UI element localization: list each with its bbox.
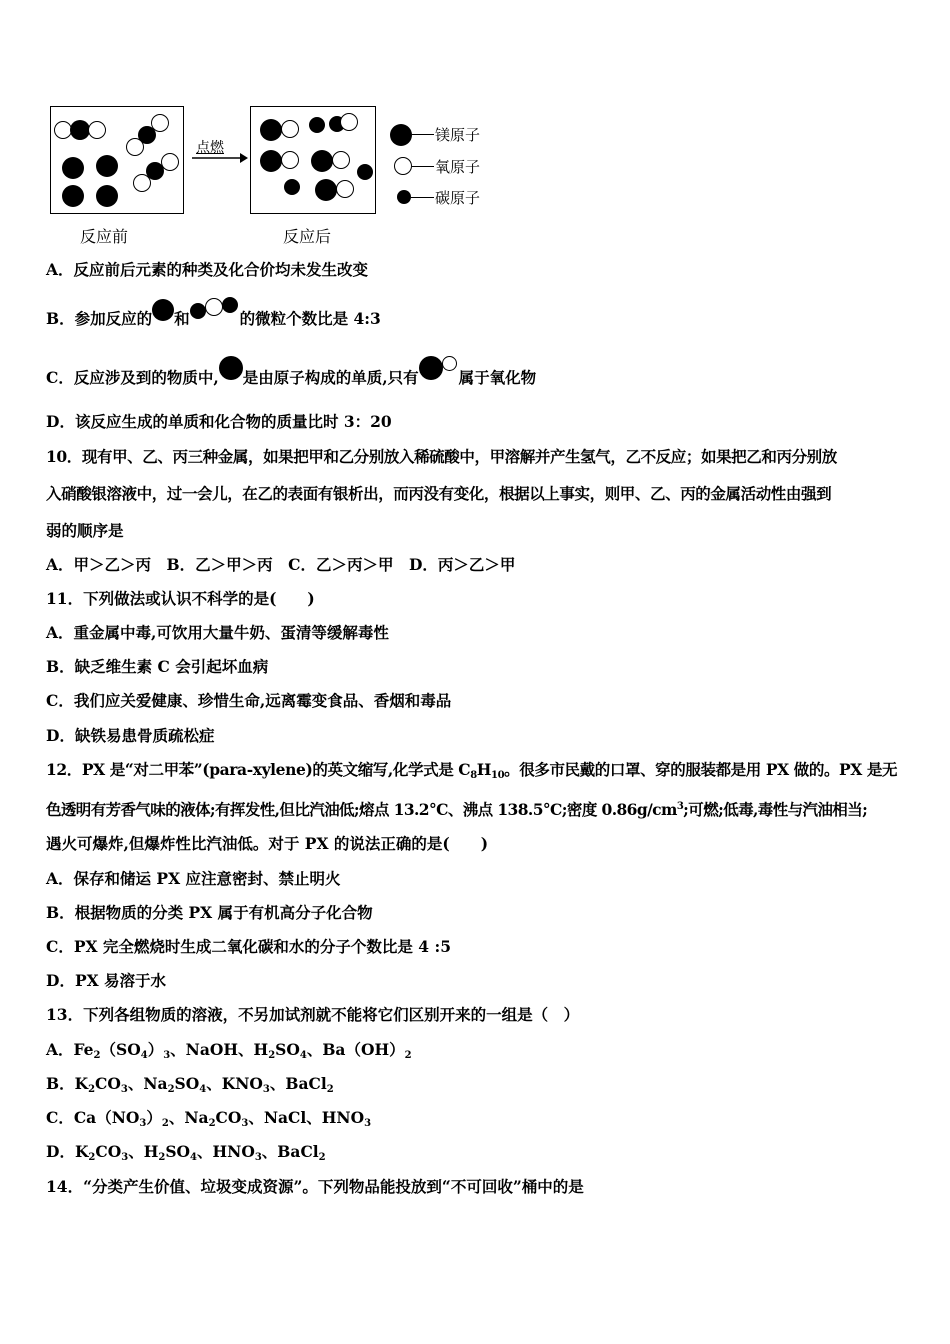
formula-subscript: 3 [121, 1152, 129, 1163]
formula-text: A．Fe [46, 1040, 94, 1059]
q12-option-d: D．PX 易溶于水 [46, 971, 167, 990]
q12-l1-post: 。很多市民戴的口罩、穿的服装都是用 PX 做的。PX 是无 [504, 760, 898, 779]
formula-text: 、Ba（OH） [306, 1040, 405, 1059]
carbon-atom-legend-icon [397, 190, 411, 204]
q9-c-mid: 是由原子构成的单质,只有 [242, 368, 419, 387]
oxygen-atom-legend-icon [394, 157, 412, 175]
formula-subscript: 2 [404, 1050, 412, 1061]
q13-option-a [46, 1040, 910, 1066]
q12-l2-pre: 色透明有芳香气味的液体;有挥发性,但比汽油低;熔点 13.2°C、沸点 138.5°C;密度 0.86g/cm [46, 800, 677, 819]
magnesium-atom [315, 179, 337, 201]
magnesium-atom [96, 185, 118, 207]
formula-subscript: 3 [163, 1050, 171, 1061]
formula-text: 、Na [168, 1108, 209, 1127]
formula-text: D．K [46, 1142, 89, 1161]
q11-stem: 11．下列做法或认识不科学的是( ) [46, 589, 315, 608]
oxygen-atom [133, 174, 151, 192]
formula-text: 、H [128, 1142, 159, 1161]
formula-text: 、NaCl、HNO [248, 1108, 365, 1127]
q10-stem-line2: 入硝酸银溶液中，过一会儿，在乙的表面有银析出，而丙没有变化，根据以上事实，则甲、乙、丙的金属活动性由强到 [46, 484, 832, 503]
formula-text: 、HNO [197, 1142, 255, 1161]
q10-stem-line3: 弱的顺序是 [46, 521, 124, 540]
q12-superscript: 3 [676, 801, 684, 812]
magnesium-atom [62, 185, 84, 207]
magnesium-atom [62, 157, 84, 179]
q14-stem: 14．“分类产生价值、垃圾变成资源”。下列物品能投放到“不可回收”桶中的是 [46, 1177, 584, 1196]
magnesium-atom [96, 155, 118, 177]
oxygen-atom [88, 121, 106, 139]
formula-subscript: 3 [254, 1152, 262, 1163]
magnesium-atom [309, 117, 325, 133]
legend-o-label: 氧原子 [435, 158, 481, 176]
formula-subscript: 3 [241, 1118, 249, 1129]
formula-text: SO [174, 1074, 200, 1093]
formula-text: 、BaCl [261, 1142, 319, 1161]
legend-c-label: 碳原子 [435, 189, 481, 207]
formula-text: SO [275, 1040, 300, 1059]
formula-text: CO [95, 1074, 121, 1093]
magnesium-atom-icon [152, 299, 174, 325]
q9-b-mid: 和 [174, 309, 190, 328]
q9-b-pre: B．参加反应的 [46, 309, 153, 328]
q12-option-b: B．根据物质的分类 PX 属于有机高分子化合物 [46, 903, 373, 922]
after-reaction-box [250, 106, 376, 214]
magnesium-atom [260, 119, 282, 141]
oxygen-atom [332, 151, 350, 169]
q12-option-a: A．保存和储运 PX 应注意密封、禁止明火 [46, 869, 341, 888]
q13-option-b [46, 1074, 910, 1100]
before-reaction-box [50, 106, 184, 214]
formula-subscript: 3 [262, 1084, 270, 1095]
formula-text: ） [146, 1108, 162, 1127]
q9-c-pre: C．反应涉及到的物质中, [46, 368, 219, 387]
q12-stem-line1 [46, 760, 910, 786]
formula-subscript: 4 [199, 1084, 207, 1095]
formula-text: B．K [46, 1074, 89, 1093]
q11-option-b: B．缺乏维生素 C 会引起坏血病 [46, 657, 269, 676]
q12-l2-post: ;可燃;低毒,毒性与汽油相当; [683, 800, 868, 819]
formula-subscript: 2 [167, 1084, 175, 1095]
formula-subscript: 4 [140, 1050, 148, 1061]
formula-text: 、Na [127, 1074, 168, 1093]
formula-subscript: 4 [299, 1050, 307, 1061]
reaction-arrow-icon [192, 152, 248, 164]
formula-subscript: 2 [88, 1152, 96, 1163]
q13-option-d [46, 1142, 910, 1168]
q12-stem-line3: 遇火可爆炸,但爆炸性比汽油低。对于 PX 的说法正确的是( ) [46, 834, 489, 853]
formula-text: CO [95, 1142, 122, 1161]
formula-text: CO [215, 1108, 242, 1127]
q9-option-d: D．该反应生成的单质和化合物的质量比时 3：20 [46, 412, 392, 431]
ignition-label: 点燃 [196, 140, 224, 156]
magnesium-oxide-icon [419, 356, 459, 382]
formula-subscript: 2 [208, 1118, 216, 1129]
formula-text: C．Ca（NO [46, 1108, 140, 1127]
magnesium-atom [311, 150, 333, 172]
formula-subscript: 2 [268, 1050, 276, 1061]
legend-line [411, 197, 434, 198]
q11-option-c: C．我们应关爱健康、珍惜生命,远离霉变食品、香烟和毒品 [46, 691, 452, 710]
q10-options: A．甲＞乙＞丙 B．乙＞甲＞丙 C．乙＞丙＞甲 D．丙＞乙＞甲 [46, 555, 516, 574]
formula-subscript: 2 [158, 1152, 166, 1163]
carbon-atom [357, 164, 373, 180]
q9-option-b [46, 307, 910, 333]
formula-subscript: 3 [120, 1084, 128, 1095]
formula-subscript: 2 [161, 1118, 169, 1129]
oxygen-atom [126, 138, 144, 156]
q9-option-c [46, 366, 910, 392]
q12-stem-line2 [46, 797, 910, 820]
legend-line [412, 134, 434, 135]
q11-option-d: D．缺铁易患骨质疏松症 [46, 726, 215, 745]
q9-b-post: 的微粒个数比是 4:3 [239, 309, 381, 328]
q9-c-post: 属于氧化物 [458, 368, 537, 387]
q9-option-a: A．反应前后元素的种类及化合价均未发生改变 [46, 260, 369, 279]
magnesium-atom [260, 150, 282, 172]
formula-text: 、KNO [206, 1074, 263, 1093]
oxygen-atom [336, 180, 354, 198]
q12-subscript: 10 [491, 770, 505, 781]
q10-stem-line1: 10．现有甲、乙、丙三种金属，如果把甲和乙分别放入稀硫酸中，甲溶解并产生氢气，乙不反应；如果把乙和丙分别放 [46, 447, 837, 466]
formula-subscript: 3 [364, 1118, 372, 1129]
q13-option-c [46, 1108, 910, 1134]
magnesium-atom [70, 120, 90, 140]
before-caption: 反应前 [80, 227, 129, 246]
oxygen-atom [281, 151, 299, 169]
q12-option-c: C．PX 完全燃烧时生成二氧化碳和水的分子个数比是 4 :5 [46, 937, 451, 956]
formula-text: （SO [100, 1040, 141, 1059]
formula-subscript: 3 [139, 1118, 147, 1129]
after-caption: 反应后 [283, 227, 332, 246]
q12-l1-pre: 12．PX 是“对二甲苯”(para-xylene)的英文缩写,化学式是 C [46, 760, 471, 779]
oxygen-molecule-icon [190, 297, 240, 323]
oxygen-atom [281, 120, 299, 138]
oxygen-atom [340, 113, 358, 131]
formula-text: 、BaCl [269, 1074, 327, 1093]
formula-text: SO [165, 1142, 191, 1161]
formula-subscript: 2 [326, 1084, 334, 1095]
formula-text: 、NaOH、H [170, 1040, 269, 1059]
legend-line [412, 166, 434, 167]
q13-stem: 13．下列各组物质的溶液，不另加试剂就不能将它们区别开来的一组是（ ） [46, 1005, 580, 1024]
q12-subscript: 8 [470, 770, 477, 781]
legend-mg-label: 镁原子 [435, 126, 481, 144]
q11-option-a: A．重金属中毒,可饮用大量牛奶、蛋清等缓解毒性 [46, 623, 389, 642]
formula-subscript: 2 [318, 1152, 326, 1163]
carbon-atom [284, 179, 300, 195]
formula-subscript: 4 [190, 1152, 197, 1163]
formula-subscript: 2 [93, 1050, 101, 1061]
q12-l1-h: H [476, 760, 492, 779]
formula-text: ） [147, 1040, 164, 1059]
magnesium-atom-legend-icon [390, 124, 412, 146]
magnesium-atom-icon [219, 356, 243, 382]
formula-subscript: 2 [88, 1084, 96, 1095]
